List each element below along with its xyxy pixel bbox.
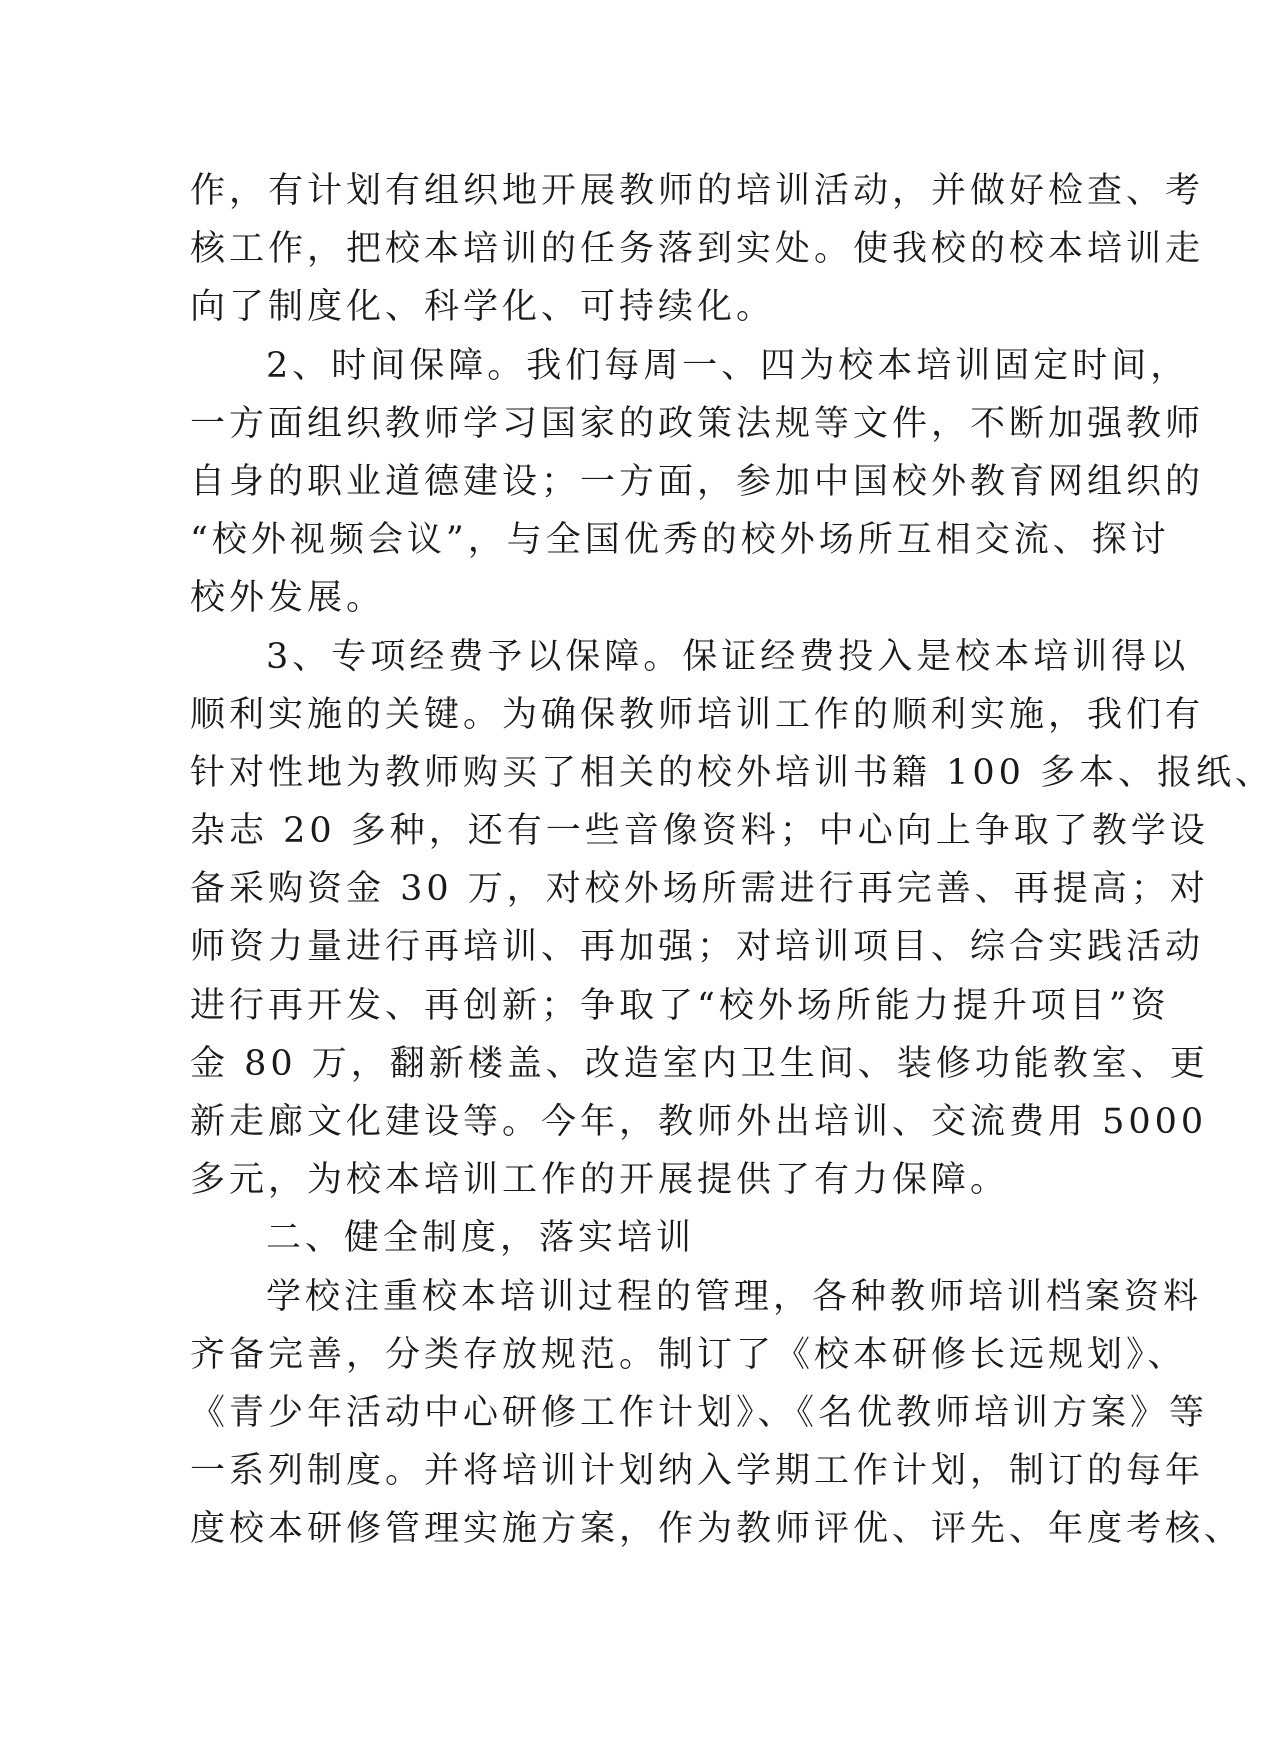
text-line: 3、专项经费予以保障。保证经费投入是校本培训得以 — [266, 636, 1190, 677]
text-line: 校外发展。 — [190, 578, 386, 619]
text-line: 度校本研修管理实施方案，作为教师评优、评先、年度考核、 — [190, 1509, 1244, 1550]
text-line: 进行再开发、再创新；争取了“校外场所能力提升项目”资 — [190, 985, 1170, 1026]
text-line: 《青少年活动中心研修工作计划》、《名优教师培训方案》等 — [190, 1392, 1209, 1433]
text-line: 一方面组织教师学习国家的政策法规等文件，不断加强教师 — [190, 403, 1205, 444]
text-line: 一系列制度。并将培训计划纳入学期工作计划，制订的每年 — [190, 1451, 1205, 1492]
text-line: “校外视频会议”，与全国优秀的校外场所互相交流、探讨 — [190, 520, 1170, 561]
text-line: 针对性地为教师购买了相关的校外培训书籍 100 多本、报纸、 — [190, 752, 1274, 793]
text-line: 2、时间保障。我们每周一、四为校本培训固定时间， — [266, 345, 1190, 386]
text-line: 齐备完善，分类存放规范。制订了《校本研修长远规划》、 — [190, 1334, 1187, 1375]
text-line: 核工作，把校本培训的任务落到实处。使我校的校本培训走 — [190, 229, 1205, 270]
text-line: 二、健全制度，落实培训 — [266, 1218, 696, 1259]
text-line: 多元，为校本培训工作的开展提供了有力保障。 — [190, 1160, 1010, 1201]
document-body — [190, 162, 1274, 1559]
text-line: 备采购资金 30 万，对校外场所需进行再完善、再提高；对 — [190, 869, 1209, 910]
text-line: 向了制度化、科学化、可持续化。 — [190, 287, 776, 328]
text-line: 新走廊文化建设等。今年，教师外出培训、交流费用 5000 — [190, 1102, 1208, 1142]
text-line: 顺利实施的关键。为确保教师培训工作的顺利实施，我们有 — [190, 694, 1205, 735]
text-line: 师资力量进行再培训、再加强；对培训项目、综合实践活动 — [190, 927, 1205, 968]
text-line: 学校注重校本培训过程的管理，各种教师培训档案资料 — [266, 1276, 1203, 1317]
text-line: 自身的职业道德建设；一方面，参加中国校外教育网组织的 — [190, 461, 1205, 502]
text-line: 作，有计划有组织地开展教师的培训活动，并做好检查、考 — [190, 171, 1205, 211]
text-line: 金 80 万，翻新楼盖、改造室内卫生间、装修功能教室、更 — [190, 1043, 1209, 1084]
text-line: 杂志 20 多种，还有一些音像资料；中心向上争取了教学设 — [190, 811, 1209, 852]
